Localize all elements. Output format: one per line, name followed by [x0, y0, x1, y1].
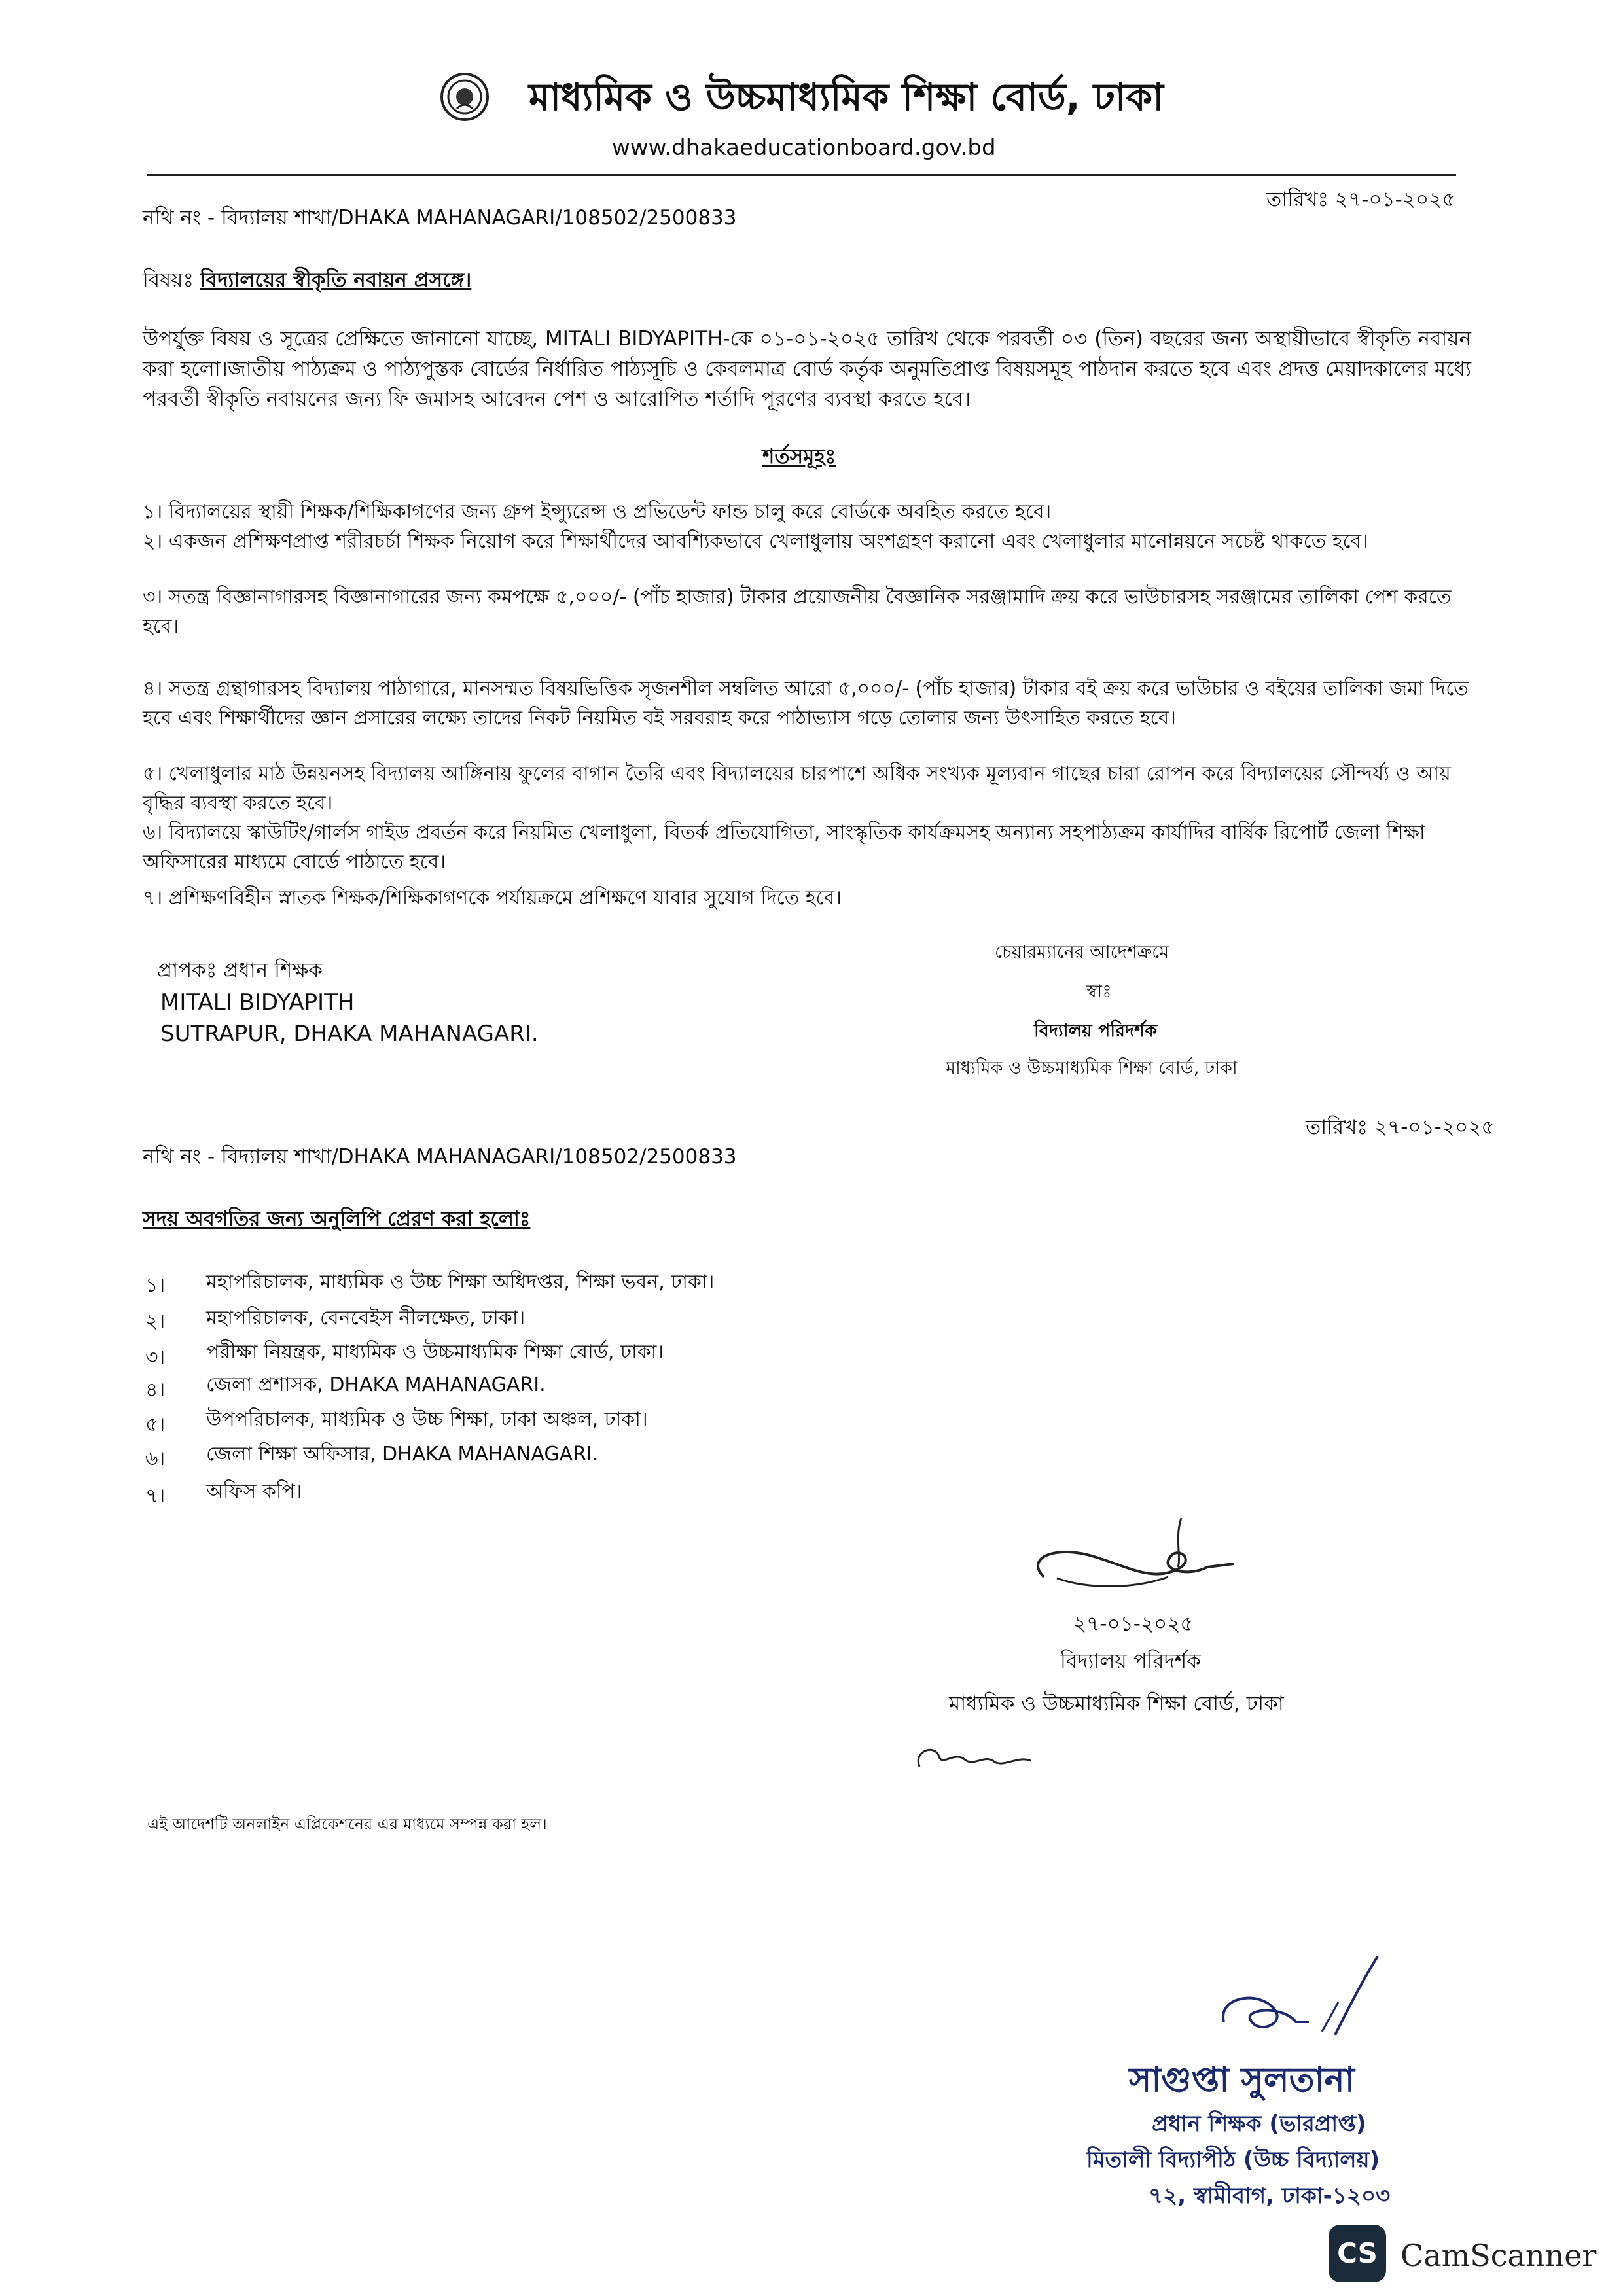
recipient-address: SUTRAPUR, DHAKA MAHANAGARI.	[160, 1021, 539, 1047]
copy-item-text: অফিস কপি।	[206, 1480, 302, 1503]
copy-item-number: ৪।	[145, 1379, 166, 1402]
condition-item: ৫। খেলাধুলার মাঠ উন্নয়নসহ বিদ্যালয় আঙ্গিনায় ফুলের বাগান তৈরি এবং বিদ্যালয়ের চারপাশে অধিক সংখ্যক মূল্যবান গাছের চারা রোপন করে বিদ্যালয়ের সৌন্দর্য্য ও আয় বৃদ্ধির ব্যবস্থা করতে হবে।	[143, 762, 1451, 815]
copy-item-number: ৩।	[145, 1346, 166, 1369]
memo-date: তারিখঃ ২৭-০১-২০২৫	[1266, 188, 1455, 211]
camscanner-logo-icon	[1329, 2225, 1386, 2282]
recipient-label: প্রাপকঃ প্রধান শিক্ষক	[157, 959, 323, 982]
camscanner-badge-text: CS	[1337, 2237, 1378, 2269]
signatory-org: মাধ্যমিক ও উচ্চমাধ্যমিক শিক্ষা বোর্ড, ঢাকা	[946, 1058, 1238, 1078]
copy-item-number: ১।	[145, 1274, 166, 1297]
handwritten-signature	[1018, 1505, 1253, 1603]
copy-signature-date: ২৭-০১-২০২৫	[1073, 1612, 1194, 1636]
signatory-title: বিদ্যালয় পরিদর্শক	[1034, 1021, 1157, 1041]
condition-item: ৭। প্রশিক্ষণবিহীন স্নাতক শিক্ষক/শিক্ষিকাগণকে পর্যায়ক্রমে প্রশিক্ষণে যাবার সুযোগ দিতে হবে।	[143, 887, 842, 910]
signatory-sign: স্বাঃ	[1086, 981, 1112, 1002]
copy-item-number: ২।	[145, 1310, 166, 1333]
stamp-address: ৭২, স্বামীবাগ, ঢাকা-১২০৩	[1149, 2183, 1391, 2209]
copy-signature-org: মাধ্যমিক ও উচ্চমাধ্যমিক শিক্ষা বোর্ড, ঢাকা	[949, 1692, 1284, 1716]
camscanner-label: CamScanner	[1400, 2238, 1597, 2273]
copy-item-text: জেলা প্রশাসক, DHAKA MAHANAGARI.	[206, 1373, 546, 1396]
subject-label: বিষয়ঃ	[143, 268, 194, 292]
copy-item-text: পরীক্ষা নিয়ন্ত্রক, মাধ্যমিক ও উচ্চমাধ্যমিক শিক্ষা বোর্ড, ঢাকা।	[206, 1341, 664, 1364]
signatory-order: চেয়ারম্যানের আদেশক্রমে	[995, 942, 1169, 963]
copy-item-text: উপপরিচালক, মাধ্যমিক ও উচ্চ শিক্ষা, ঢাকা অঞ্চল, ঢাকা।	[206, 1408, 648, 1431]
subject-text: বিদ্যালয়ের স্বীকৃতি নবায়ন প্রসঙ্গে।	[200, 268, 472, 292]
stamp-name: সাগুপ্তা সুলতানা	[1129, 2060, 1355, 2100]
condition-item: ৬। বিদ্যালয়ে স্কাউটিং/গার্লস গাইড প্রবর্তন করে নিয়মিত খেলাধুলা, বিতর্ক প্রতিযোগিতা, সাংস্কৃতিক কার্যক্রমসহ অন্যান্য সহপাঠ্যক্রম কার্যাদির বার্ষিক রিপোর্ট জেলা শিক্ষা অফিসারের মাধ্যমে বোর্ডে পাঠাতে হবে।	[143, 821, 1425, 874]
copy-item-text: মহাপরিচালক, মাধ্যমিক ও উচ্চ শিক্ষা অধিদপ্তর, শিক্ষা ভবন, ঢাকা।	[206, 1271, 715, 1294]
stamp-school: মিতালী বিদ্যাপীঠ (উচ্চ বিদ্যালয়)	[1086, 2147, 1380, 2173]
initials-signature	[910, 1737, 1041, 1776]
board-logo	[440, 72, 490, 122]
copy-signature-title: বিদ্যালয় পরিদর্শক	[1060, 1650, 1201, 1673]
subject-line	[143, 265, 471, 295]
board-website[interactable]: www.dhakaeducationboard.gov.bd	[612, 135, 996, 161]
copy-item-number: ৫।	[145, 1413, 166, 1436]
condition-item: ২। একজন প্রশিক্ষণপ্রাপ্ত শরীরচর্চা শিক্ষক নিয়োগ করে শিক্ষার্থীদের আবশ্যিকভাবে খেলাধুলায় অংশগ্রহণ করানো এবং খেলাধুলার মানোন্নয়নে সচেষ্ট থাকতে হবে।	[143, 530, 1368, 553]
board-title: মাধ্যমিক ও উচ্চমাধ্যমিক শিক্ষা বোর্ড, ঢাকা	[529, 75, 1164, 119]
footer-note: এই আদেশটি অনলাইন এপ্লিকেশনের এর মাধ্যমে সম্পন্ন করা হল।	[147, 1815, 547, 1833]
stamp-signature	[1204, 1950, 1420, 2055]
memo-ref-no: নথি নং - বিদ্যালয় শাখা/DHAKA MAHANAGARI/108502/2500833	[143, 206, 737, 230]
conditions-heading: শর্তসমূহঃ	[762, 445, 836, 468]
condition-item: ১। বিদ্যালয়ের স্থায়ী শিক্ষক/শিক্ষিকাগণের জন্য গ্রুপ ইন্স্যুরেন্স ও প্রভিডেন্ট ফান্ড চালু করে বোর্ডকে অবহিত করতে হবে।	[143, 501, 1052, 523]
copy-date: তারিখঃ ২৭-০১-২০২৫	[1306, 1116, 1495, 1139]
copy-ref-no: নথি নং - বিদ্যালয় শাখা/DHAKA MAHANAGARI/108502/2500833	[143, 1145, 737, 1169]
copy-heading: সদয় অবগতির জন্য অনুলিপি প্রেরণ করা হলোঃ	[143, 1207, 531, 1231]
copy-item-number: ৭।	[145, 1485, 166, 1508]
memo-body: উপর্যুক্ত বিষয় ও সূত্রের প্রেক্ষিতে জানানো যাচ্ছে, MITALI BIDYAPITH-কে ০১-০১-২০২৫ তারিখ থেকে পরবর্তী ০৩ (তিন) বছরের জন্য অস্থায়ীভাবে স্বীকৃতি নবায়ন করা হলো।জাতীয় পাঠ্যক্রম ও পাঠ্যপুস্তক বোর্ডের নির্ধারিত পাঠ্যসূচি ও কেবলমাত্র বোর্ড কর্তৃক অনুমতিপ্রাপ্ত বিষয়সমূহ পাঠদান করতে হবে এবং প্রদত্ত মেয়াদকালের মধ্যে পরবর্তী স্বীকৃতি নবায়নের জন্য ফি জমাসহ আবেদন পেশ ও আরোপিত শর্তাদি পূরণের ব্যবস্থা করতে হবে।	[143, 327, 1471, 411]
copy-item-number: ৬।	[145, 1447, 166, 1470]
copy-item-text: জেলা শিক্ষা অফিসার, DHAKA MAHANAGARI.	[206, 1443, 599, 1466]
header-divider	[147, 174, 1456, 176]
condition-item: ৪। সতন্ত্র গ্রন্থাগারসহ বিদ্যালয় পাঠাগারে, মানসম্মত বিষয়ভিত্তিক সৃজনশীল সম্বলিত আরো ৫,০০০/- (পাঁচ হাজার) টাকার বই ক্রয় করে ভাউচার ও বইয়ের তালিকা জমা দিতে হবে এবং শিক্ষার্থীদের জ্ঞান প্রসারের লক্ষ্যে তাদের নিকট নিয়মিত বই সরবরাহ করে পাঠাভ্যাস গড়ে তোলার জন্য উৎসাহিত করতে হবে।	[143, 677, 1469, 730]
condition-item: ৩। সতন্ত্র বিজ্ঞানাগারসহ বিজ্ঞানাগারের জন্য কমপক্ষে ৫,০০০/- (পাঁচ হাজার) টাকার প্রয়োজনীয় বৈজ্ঞানিক সরঞ্জামাদি ক্রয় করে ভাউচারসহ সরঞ্জামের তালিকা পেশ করতে হবে।	[143, 586, 1452, 638]
copy-item-text: মহাপরিচালক, বেনবেইস নীলক্ষেত, ঢাকা।	[206, 1307, 526, 1330]
stamp-role: প্রধান শিক্ষক (ভারপ্রাপ্ত)	[1152, 2111, 1366, 2137]
recipient-name: MITALI BIDYAPITH	[160, 989, 355, 1016]
